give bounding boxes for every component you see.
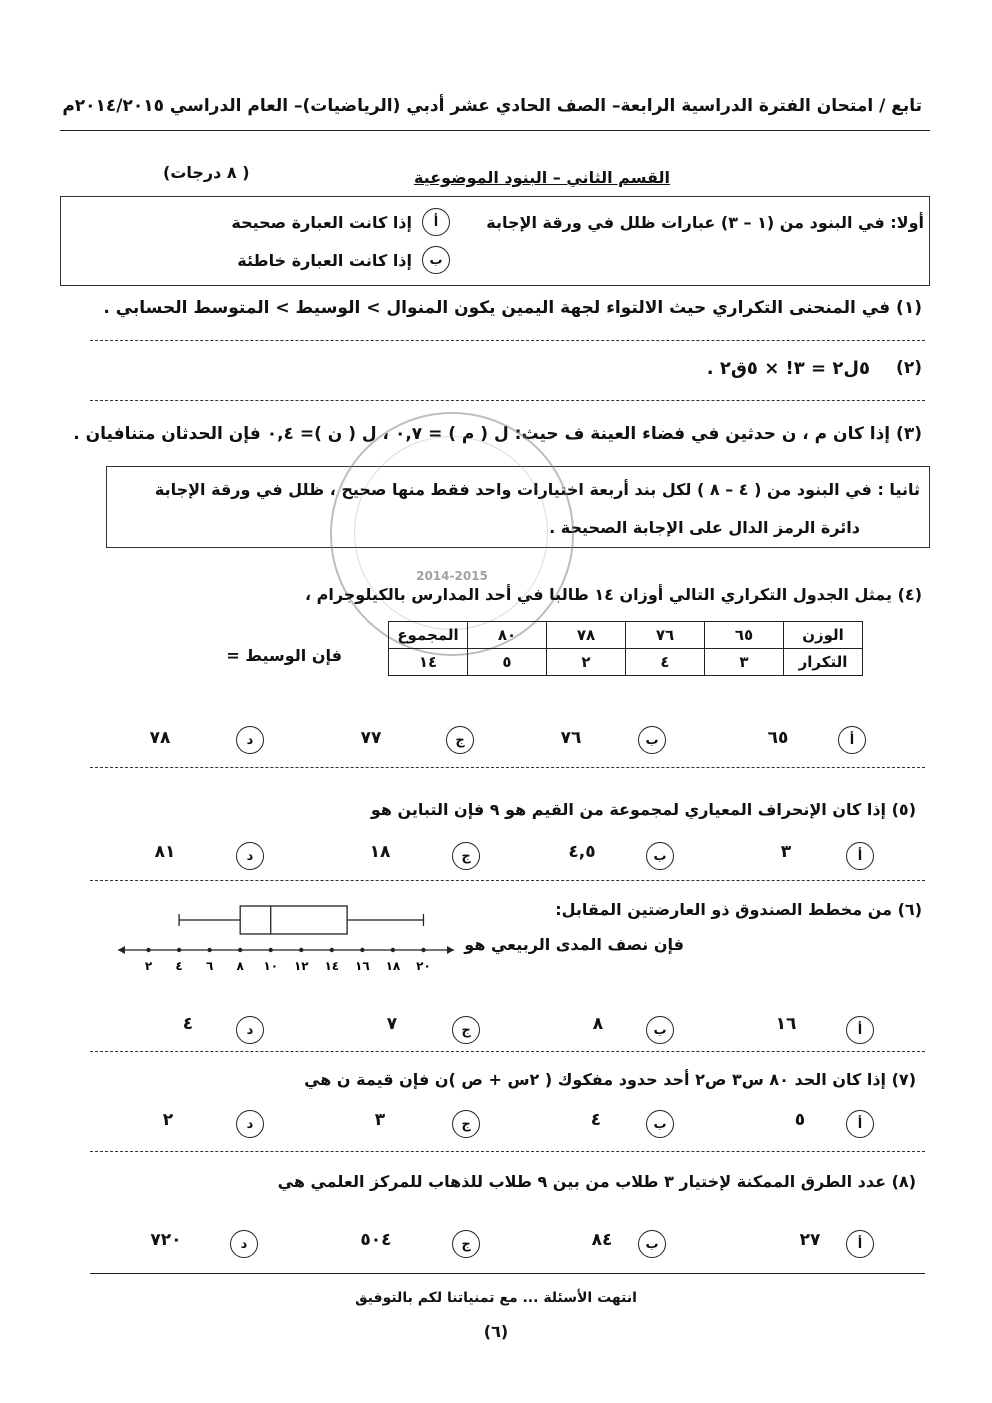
table-cell: المجموع <box>389 622 468 649</box>
choice-symbol[interactable]: ب <box>646 1110 674 1138</box>
choice-symbol[interactable]: ب <box>646 842 674 870</box>
axis-arrow-left <box>118 946 125 954</box>
choice-value: ٧٦ <box>560 728 582 748</box>
axis-tick-label: ٢٠ <box>416 959 431 973</box>
option-a-symbol: أ <box>422 208 450 236</box>
axis-tick <box>421 948 425 952</box>
choice-value: ٢ <box>162 1110 174 1130</box>
axis-arrow-right <box>447 946 454 954</box>
choice-symbol[interactable]: د <box>236 842 264 870</box>
closing-note: انتهت الأسئلة ... مع تمنياتنا لكم بالتوفيق <box>355 1290 637 1306</box>
separator <box>90 1151 925 1152</box>
option-b-symbol: ب <box>422 246 450 274</box>
question-5: (٥) إذا كان الإنحراف المعياري لمجموعة من القيم هو ٩ فإن التباين هو <box>370 800 916 819</box>
question-2-number: (٢) <box>896 358 922 378</box>
table-cell: ١٤ <box>389 649 468 676</box>
part1-instructions-box <box>60 196 930 286</box>
table-cell: الوزن <box>784 622 863 649</box>
exam-header: تابع / امتحان الفترة الدراسية الرابعة– الصف الحادي عشر أدبي (الرياضيات)– العام الدراسي ٢٠١٤/٢٠١٥م <box>62 96 922 116</box>
stamp-years: 2014-2015 <box>416 569 488 583</box>
choice-value: ٧٧ <box>360 728 382 748</box>
table-cell: ٥ <box>468 649 547 676</box>
choice-value: ٧٢٠ <box>150 1230 182 1250</box>
option-a-meaning: إذا كانت العبارة صحيحة <box>231 213 412 232</box>
choice-value: ٧ <box>386 1014 398 1034</box>
separator <box>90 340 925 341</box>
separator <box>90 767 925 768</box>
axis-tick-label: ٨ <box>236 959 244 973</box>
question-8: (٨) عدد الطرق الممكنة لإختيار ٣ طلاب من بين ٩ طلاب للذهاب للمركز العلمي هي <box>277 1172 916 1191</box>
choice-symbol[interactable]: ج <box>452 842 480 870</box>
school-stamp <box>330 412 574 656</box>
table-row <box>389 622 863 649</box>
choice-symbol[interactable]: أ <box>846 1016 874 1044</box>
choice-symbol[interactable]: ج <box>452 1110 480 1138</box>
choice-value: ٢٧ <box>799 1230 821 1250</box>
choice-symbol[interactable]: ج <box>446 726 474 754</box>
axis-tick <box>146 948 150 952</box>
frequency-table <box>388 621 863 676</box>
part2-line-2: دائرة الرمز الدال على الإجابة الصحيحة . <box>549 518 860 537</box>
axis-tick <box>330 948 334 952</box>
choice-symbol[interactable]: ج <box>452 1016 480 1044</box>
choice-value: ٤ <box>182 1014 194 1034</box>
question-2-expression: ٥ل٢ = ٣! × ٥ق٢ . <box>706 358 870 379</box>
choice-value: ٥٠٤ <box>360 1230 392 1250</box>
choice-value: ٥ <box>794 1110 806 1130</box>
axis-tick <box>207 948 211 952</box>
choice-value: ٤,٥ <box>568 842 596 862</box>
separator <box>90 880 925 881</box>
choice-symbol[interactable]: د <box>236 1016 264 1044</box>
header-underline <box>60 130 930 131</box>
choice-symbol[interactable]: أ <box>846 842 874 870</box>
choice-symbol[interactable]: أ <box>846 1230 874 1258</box>
table-cell: ٤ <box>626 649 705 676</box>
question-4: (٤) يمثل الجدول التكراري التالي أوزان ١٤ طالبا في أحد المدارس بالكيلوجرام ، <box>304 585 922 604</box>
choice-symbol[interactable]: ب <box>646 1016 674 1044</box>
choice-symbol[interactable]: د <box>236 1110 264 1138</box>
axis-tick <box>177 948 181 952</box>
choice-value: ٧٨ <box>149 728 171 748</box>
axis-tick-label: ٢ <box>144 959 153 973</box>
separator <box>90 400 925 401</box>
choice-symbol[interactable]: د <box>230 1230 258 1258</box>
question-6: (٦) من مخطط الصندوق ذو العارضتين المقابل: <box>555 900 922 919</box>
axis-tick-label: ١٠ <box>263 959 279 973</box>
axis-tick-label: ١٦ <box>355 959 370 973</box>
median-label: فإن الوسيط = <box>226 646 342 665</box>
axis-tick <box>238 948 242 952</box>
choice-symbol[interactable]: أ <box>838 726 866 754</box>
footer-divider <box>90 1273 925 1274</box>
axis-tick-label: ٤ <box>175 959 183 973</box>
axis-tick-label: ١٨ <box>385 959 401 973</box>
table-row <box>389 649 863 676</box>
choice-value: ٦٥ <box>767 728 789 748</box>
box-plot <box>108 898 464 980</box>
choice-value: ٣ <box>374 1110 386 1130</box>
question-6-line-2: فإن نصف المدى الربيعي هو <box>464 935 684 954</box>
question-1: (١) في المنحنى التكراري حيث الالتواء لجهة اليمين يكون المنوال > الوسيط > المتوسط الحسابي . <box>103 298 922 318</box>
table-cell: ٣ <box>705 649 784 676</box>
axis-tick <box>269 948 273 952</box>
section-title: القسم الثاني – البنود الموضوعية <box>413 168 670 187</box>
choice-value: ١٨ <box>369 842 391 862</box>
section-marks: ( ٨ درجات) <box>163 163 250 182</box>
question-7: (٧) إذا كان الحد ٨٠ س٣ ص٢ أحد حدود مفكوك ( ٢س + ص )ن فإن قيمة ن هي <box>304 1070 916 1089</box>
choice-symbol[interactable]: ج <box>452 1230 480 1258</box>
choice-value: ٨٤ <box>591 1230 613 1250</box>
axis-tick <box>391 948 395 952</box>
choice-symbol[interactable]: د <box>236 726 264 754</box>
choice-symbol[interactable]: ب <box>638 726 666 754</box>
choice-value: ٤ <box>590 1110 602 1130</box>
axis-tick <box>360 948 364 952</box>
axis-tick-label: ١٢ <box>293 959 309 973</box>
table-cell: ٧٦ <box>626 622 705 649</box>
axis-tick-label: ٦ <box>205 959 214 973</box>
axis-tick <box>299 948 303 952</box>
table-cell: ٢ <box>547 649 626 676</box>
page-number: (٦) <box>483 1322 509 1341</box>
separator <box>90 1051 925 1052</box>
table-cell: ٦٥ <box>705 622 784 649</box>
iqr-box <box>240 906 347 934</box>
option-b-meaning: إذا كانت العبارة خاطئة <box>237 251 412 270</box>
choice-symbol[interactable]: أ <box>846 1110 874 1138</box>
part2-line-1: ثانيا : في البنود من ( ٤ – ٨ ) لكل بند أربعة اختيارات واحد فقط منها صحيح ، ظلل في ورقة الإجابة <box>154 480 920 499</box>
choice-value: ٨١ <box>154 842 176 862</box>
choice-symbol[interactable]: ب <box>638 1230 666 1258</box>
axis-tick-label: ١٤ <box>324 959 340 973</box>
table-cell: التكرار <box>784 649 863 676</box>
table-cell: ٧٨ <box>547 622 626 649</box>
part1-intro: أولا: في البنود من (١ – ٣) عبارات ظلل في ورقة الإجابة <box>486 213 924 232</box>
question-3: (٣) إذا كان م ، ن حدثين في فضاء العينة ف حيث: ل ( م ) = ٠,٧ ، ل ( ن )= ٠,٤ فإن الحدثان متنافيان . <box>73 424 922 444</box>
choice-value: ١٦ <box>775 1014 797 1034</box>
table-cell: ٨٠ <box>468 622 547 649</box>
choice-value: ٣ <box>780 842 792 862</box>
choice-value: ٨ <box>592 1014 604 1034</box>
